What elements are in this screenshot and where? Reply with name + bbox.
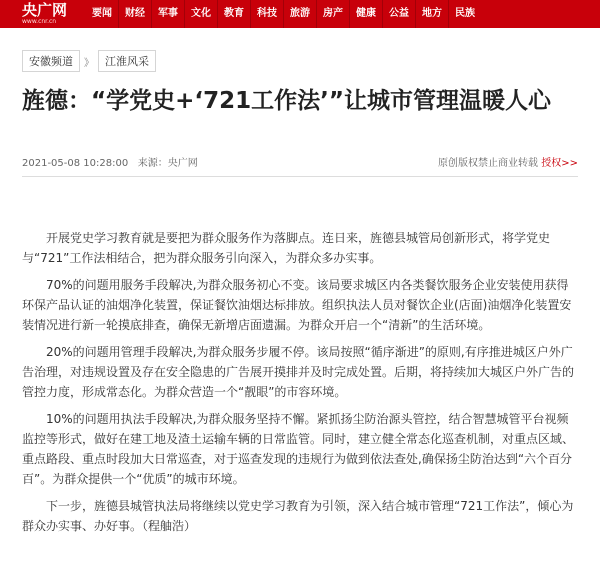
logo-subtext: www.cnr.cn [22, 18, 57, 25]
breadcrumb-separator: 》 [84, 57, 94, 69]
nav-item-tech[interactable]: 科技 [250, 0, 283, 28]
article-meta [22, 154, 578, 169]
nav-item-culture[interactable]: 文化 [184, 0, 217, 28]
breadcrumb-section[interactable]: 江淮风采 [98, 50, 156, 72]
breadcrumb [22, 50, 156, 72]
nav-item-ethnic[interactable]: 民族 [448, 0, 481, 28]
nav-item-news[interactable]: 要闻 [92, 8, 112, 19]
copyright-note: 原创版权禁止商业转载 [438, 158, 539, 169]
article-paragraph: 下一步，旌德县城管执法局将继续以党史学习教育为引领，深入结合城市管理“721工作法”，倾心为群众办实事、办好事。（程舳浩） [22, 499, 574, 533]
article-paragraph: 20%的问题用管理手段解决,为群众服务步履不停。该局按照“循序渐进”的原则,有序推进城区户外广告治理，对违规设置及存在安全隐患的广告展开摸排并及时完成处置。后期，将持续加大城区户外广告的管控力度，形成常态化。为群众营造一个“靓眼”的市容环境。 [22, 345, 575, 399]
nav-item-health[interactable]: 健康 [349, 0, 382, 28]
nav-item-finance[interactable]: 财经 [118, 0, 151, 28]
nav-item-local[interactable]: 地方 [415, 0, 448, 28]
article-title: 旌德：“学党史+‘721工作法’”让城市管理温暖人心 [22, 88, 551, 114]
article-paragraph: 开展党史学习教育就是要把为群众服务作为落脚点。连日来，旌德县城管局创新形式，将学党史与“721”工作法相结合，把为群众服务引向深入，为群众多办实事。 [22, 231, 551, 265]
channel-nav [86, 0, 481, 28]
header-divider [22, 176, 578, 177]
nav-item-charity[interactable]: 公益 [382, 0, 415, 28]
publish-datetime: 2021-05-08 10:28:00 [22, 158, 129, 169]
article-paragraph: 10%的问题用执法手段解决,为群众服务坚持不懈。紧抓扬尘防治源头管控，结合智慧城管平台视频监控等形式，做好在建工地及渣土运输车辆的日常监管。同时，建立健全常态化巡查机制，对重点区域、重点路段、重点时段加大日常巡查，对于巡查发现的违规行为做到依法查处,确保扬尘防治达到“六个百分百”。为群众提供一个“优质”的城市环境。 [22, 412, 575, 486]
cnr-logo[interactable] [22, 3, 80, 25]
nav-item-education[interactable]: 教育 [217, 0, 250, 28]
top-nav-bar [0, 0, 600, 28]
article-source: 来源：央广网 [137, 158, 198, 169]
license-link[interactable]: 授权>> [541, 158, 578, 169]
nav-item-military[interactable]: 军事 [151, 0, 184, 28]
article-paragraph: 70%的问题用服务手段解决,为群众服务初心不变。该局要求城区内各类餐饮服务企业安装使用获得环保产品认证的油烟净化装置，保证餐饮油烟达标排放。组织执法人员对餐饮企业(店面)油烟净化装置安装情况进行新一轮摸底排查，确保无新增店面遗漏。为群众开启一个“清新”的生活环境。 [22, 278, 572, 332]
logo-text: 央广网 [22, 1, 68, 19]
nav-item-travel[interactable]: 旅游 [283, 0, 316, 28]
nav-item-realestate[interactable]: 房产 [316, 0, 349, 28]
breadcrumb-channel[interactable]: 安徽频道 [22, 50, 80, 72]
article-body [22, 228, 578, 543]
